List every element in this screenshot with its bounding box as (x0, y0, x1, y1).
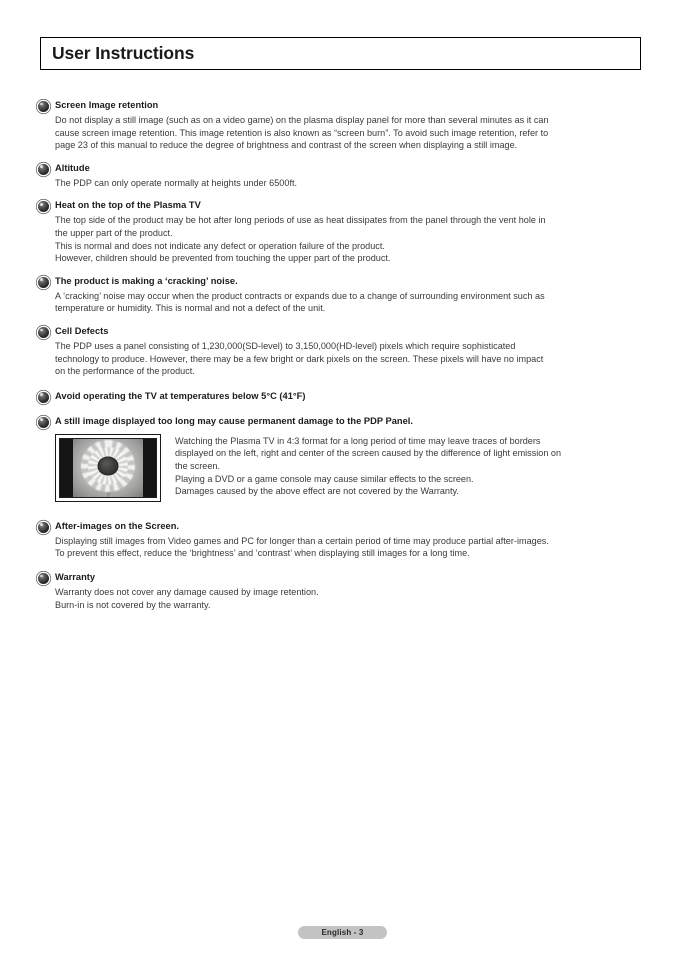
section-body (55, 290, 646, 315)
bullet-sphere-icon (38, 164, 49, 175)
body-line: A ‘cracking’ noise may occur when the product contracts or expands due to a change of surrounding environment such as (55, 290, 545, 301)
section-title: Screen Image retention (55, 100, 159, 110)
section-body (55, 535, 646, 560)
bullet-sphere-icon (38, 392, 49, 403)
section-heat-on-top (38, 199, 646, 264)
section-heading (38, 390, 646, 403)
body-line: Burn-in is not covered by the warranty. (55, 599, 211, 610)
page-footer-badge (298, 926, 387, 939)
section-heading (38, 199, 646, 212)
section-screen-image-retention (38, 99, 646, 152)
bullet-sphere-icon (38, 522, 49, 533)
section-after-images (38, 520, 646, 560)
pillarbox-left-bar (60, 439, 73, 497)
bullet-sphere-icon (38, 573, 49, 584)
section-heading (38, 275, 646, 288)
section-body (55, 177, 646, 190)
section-title: Cell Defects (55, 325, 109, 336)
section-heading (38, 99, 646, 112)
page-title: User Instructions (52, 43, 195, 63)
section-cell-defects (38, 325, 646, 378)
section-avoid-low-temperature (38, 390, 646, 403)
body-line: The top side of the product may be hot after long periods of use as heat dissipates from the panel through the vent hole in (55, 215, 546, 226)
body-line: the upper part of the product. (55, 227, 173, 238)
section-title: The product is making a ‘cracking’ noise. (55, 275, 238, 286)
body-line: on the performance of the product. (55, 366, 195, 377)
section-heading (38, 520, 646, 533)
bullet-sphere-icon (38, 201, 49, 212)
body-line: temperature or humidity. This is normal and not a defect of the unit. (55, 303, 326, 314)
section-title: Altitude (55, 162, 90, 173)
body-line: Watching the Plasma TV in 4:3 format for a long period of time may leave traces of borders (175, 435, 541, 446)
instructions-content (38, 99, 646, 619)
body-line: Displaying still images from Video games and PC for longer than a certain period of time may produce partial after-images. (55, 535, 549, 546)
section-title: Heat on the top of the Plasma TV (55, 200, 201, 211)
section-cracking-noise (38, 275, 646, 315)
section-heading (38, 162, 646, 175)
bullet-sphere-icon (38, 327, 49, 338)
section-title: A still image displayed too long may cause permanent damage to the PDP Panel. (55, 415, 414, 426)
body-line: This is normal and does not indicate any defect or operation failure of the product. (55, 240, 385, 251)
section-body (55, 114, 646, 152)
section-body (55, 214, 646, 264)
body-line: However, children should be prevented from touching the upper part of the product. (55, 253, 391, 264)
body-line: Playing a DVD or a game console may cause similar effects to the screen. (175, 473, 474, 484)
bullet-sphere-icon (38, 417, 49, 428)
body-line: the screen. (175, 460, 220, 471)
section-body (55, 340, 646, 378)
footer-page-label: English - 3 (321, 928, 364, 937)
body-line: To prevent this effect, reduce the ‘brightness’ and ‘contrast’ when displaying still images for a long time. (55, 548, 470, 559)
tv-screen (59, 438, 157, 498)
section-title: After-images on the Screen. (55, 520, 180, 531)
body-line: The PDP uses a panel consisting of 1,230,000(SD-level) to 3,150,000(HD-level) pixels which require sophisticated (55, 340, 516, 351)
body-line: Warranty does not cover any damage caused by image retention. (55, 586, 319, 597)
pillarbox-right-bar (143, 439, 156, 497)
body-line: Damages caused by the above effect are not covered by the Warranty. (175, 486, 459, 497)
sunflower-center-disc (98, 456, 119, 475)
section-warranty (38, 571, 646, 611)
body-line: The PDP can only operate normally at heights under 6500ft. (55, 177, 298, 188)
bullet-sphere-icon (38, 277, 49, 288)
sunflower-picture (73, 439, 143, 497)
section-heading (38, 325, 646, 338)
body-line: cause screen image retention. This image retention is also known as “screen burn”. To avoid such image retention, refer to (55, 127, 549, 138)
body-line: displayed on the left, right and center of the screen caused by the difference of light emission on (175, 448, 562, 459)
figure-caption (175, 434, 646, 498)
section-still-image-damage (38, 415, 646, 502)
bullet-sphere-icon (38, 101, 49, 112)
body-line: page 23 of this manual to reduce the degree of brightness and contrast of the screen when displaying a still image. (55, 140, 518, 151)
section-title: Warranty (55, 571, 96, 582)
body-line: Do not display a still image (such as on a video game) on the plasma display panel for more than several minutes as it can (55, 115, 549, 125)
figure-row (55, 434, 646, 502)
section-body (55, 586, 646, 611)
body-line: technology to produce. However, there may be a few bright or dark pixels on the screen. These pixels will have no impact (55, 353, 544, 364)
page-title-box (40, 37, 641, 70)
section-heading (38, 571, 646, 584)
section-title: Avoid operating the TV at temperatures below 5°C (41°F) (55, 390, 306, 401)
section-altitude (38, 162, 646, 190)
section-heading (38, 415, 646, 428)
plasma-tv-illustration (55, 434, 161, 502)
